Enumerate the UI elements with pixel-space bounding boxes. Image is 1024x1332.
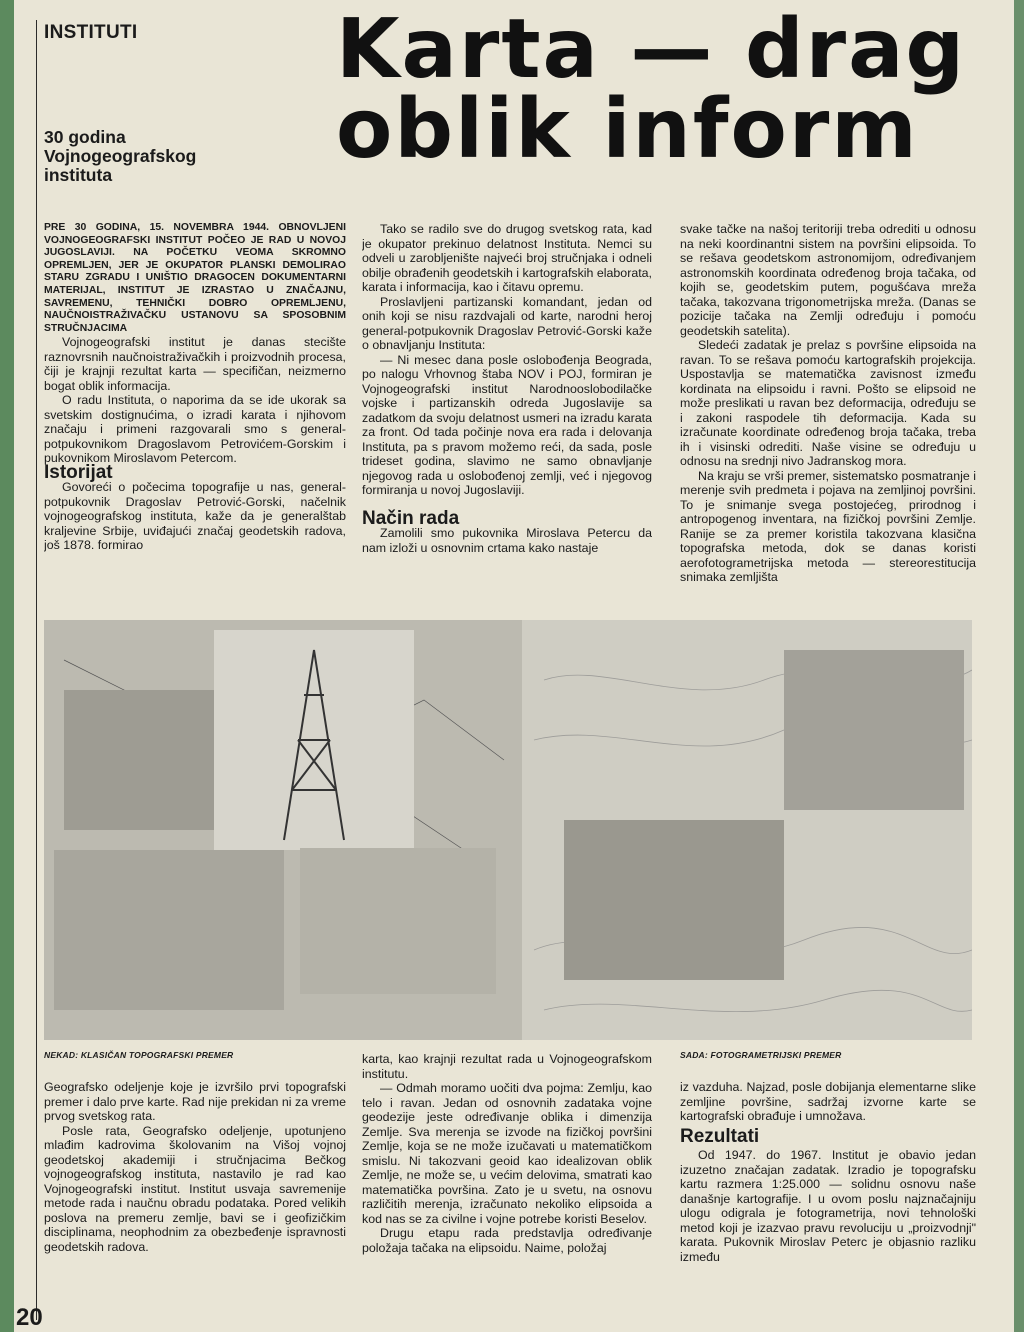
paragraph: Geografsko odeljenje koje je izvršilo prvi topografski premer i dalo prve karte. Rad nije prekidan ni za vreme prvog svetskog rata. bbox=[44, 1080, 346, 1123]
paragraph: Proslavljeni partizanski komandant, jedan od onih koji se nisu razdvajali od karte, narodni heroj general-potpukovnik Dragoslav Petrović-Gorski kaže o obnavljanju Instituta: bbox=[362, 294, 652, 352]
paragraph: Zamolili smo pukovnika Miroslava Petercu da nam izloži u osnovnim crtama kako nastaje bbox=[362, 526, 652, 555]
photo-stereo-plotter bbox=[564, 820, 784, 980]
photo-photogrammetry-lab bbox=[784, 650, 964, 810]
paragraph: Tako se radilo sve do drugog svetskog rata, kad je okupator prekinuo delatnost Instituta. Nemci su odveli u zarobljenište najveći broj stručnjaka i odneli obilje obrađenih geodetskih i kartografskih elaborata, karata i informacija, kao i čitavu opremu. bbox=[362, 222, 652, 294]
page-number: 20 bbox=[16, 1304, 43, 1331]
photo-collage bbox=[44, 620, 972, 1040]
caption-left: NEKAD: KLASIČAN TOPOGRAFSKI PREMER bbox=[44, 1050, 234, 1060]
subheading-istorijat: Istorijat bbox=[44, 461, 113, 483]
photo-illustration bbox=[44, 620, 972, 1040]
headline-line-1: Karta — drag bbox=[336, 10, 967, 97]
section-rule bbox=[36, 20, 37, 1320]
paragraph: Govoreći o počecima topografije u nas, general-potpukovnik Dragoslav Petrović-Gorski, načelnik vojnogeografskog instituta, kaže da je generalštab kraljevine Srbije, uviđajući značaj geodetskih radova, još 1878. formirao bbox=[44, 480, 346, 553]
column-3 bbox=[680, 222, 976, 608]
bottom-column-2 bbox=[362, 1052, 652, 1320]
paragraph: — Ni mesec dana posle oslobođenja Beograda, po nalogu Vrhovnog štaba NOV i POJ, formiran je Vojnogeografski institut Narodnooslobodilačke vojske i partizanskih odreda Jugoslavije sa zadatkom da svoju delatnost usmeri na izradu karata za front. Od tada počinje nova era rada i delovanja Instituta, pa s pravom možemo reći, da sada, posle trideset godina, slavimo ne samo obnavljanje njegovog rada u oslobođenoj zemlji, već i njegovog formiranja u novoj Jugoslaviji. bbox=[362, 352, 652, 497]
paragraph: Vojnogeografski institut je danas stecište raznovrsnih naučnoistraživačkih i proizvodnih procesa, čiji je krajnji rezultat karta — specifičan, neizmerno bogat oblik informacija. bbox=[44, 335, 346, 393]
headline-line-2: oblik inform bbox=[336, 82, 919, 177]
paragraph: Na kraju se vrši premer, sistematsko posmatranje i merenje svih predmeta i pojava na zemljinoj površini. To je snimanje svega postojećeg, prirodnog i antropogenog inventara, na fizičkoj površini Zemlje. Ranije se za premer koristila takozvana klasična topografska metoda, dok se danas koristi aerofotogrametrijska metoda — stereorestitucija snimaka zemljišta bbox=[680, 468, 976, 584]
page-edge-left bbox=[0, 0, 14, 1332]
bottom-column-3 bbox=[680, 1080, 976, 1320]
lead-paragraph: PRE 30 GODINA, 15. NOVEMBRA 1944. OBNOVLJENI VOJNOGEOGRAFSKI INSTITUT POČEO JE RAD U NOVOJ JUGOSLAVIJI. NA POČETKU VEOMA SKROMNO OPREMLJEN, JER JE OKUPATOR PLANSKI DEMOLIRAO STARU ZGRADU I UNIŠTIO DRAGOCEN DOKUMENTARNI MATERIJAL, INSTITUT JE IZRASTAO U ZNAČAJNU, SAVREMENU, TEHNIČKI DOBRO OPREMLJENU, NAUČNOISTRAŽIVAČKU USTANOVU SA SPOSOBNIM STRUČNJACIMA bbox=[44, 222, 346, 334]
kicker bbox=[44, 128, 244, 185]
kicker-line-3: instituta bbox=[44, 165, 113, 185]
kicker-line-2: Vojnogeografskog bbox=[44, 146, 197, 166]
column-2 bbox=[362, 222, 652, 608]
caption-right: SADA: FOTOGRAMETRIJSKI PREMER bbox=[680, 1050, 842, 1060]
paragraph: Od 1947. do 1967. Institut je obavio jedan izuzetno značajan zadatak. Izradio je topografsku kartu razmera 1:25.000 — solidnu osnovu naše današnje kartografije. I u ovom poslu najznačajniju ulogu odigrala je fotogrametrija, novi tehnološki metod koji je izazvao pravu revoluciju u „proizvodnji" karata. Pukovnik Miroslav Peterc je objasnio razliku između bbox=[680, 1148, 976, 1264]
photo-theodolite bbox=[300, 848, 496, 994]
subheading-rezultati: Rezultati bbox=[680, 1125, 760, 1147]
kicker-line-1: 30 godina bbox=[44, 127, 126, 147]
page-edge-right bbox=[1014, 0, 1024, 1332]
subheading-nacin-rada: Način rada bbox=[362, 507, 460, 529]
paragraph: Sledeći zadatak je prelaz s površine elipsoida na ravan. To se rešava pomoću kartografskih projekcija. Uspostavlja se matematička zavisnost između kordinata na elipsoidu i ravni. Pošto se elipsoid ne može preslikati u ravan bez deformacija, određuju se i zakoni raspodele tih deformacija. Kada su izračunate koordinate određenog broja tačaka, treba ih i visinski odrediti. Naše visine se određuju u odnosu na srednji nivo Jadranskog mora. bbox=[680, 338, 976, 468]
paragraph: svake tačke na našoj teritoriji treba odrediti u odnosu na neki koordinantni sistem na površini elipsoida. To se rešava geodetskom astronomijom, određivanjem astronomskih koordinata određenog broja tačaka, od kojih se, geodetskim putem, pogušćava mreža tačaka, takozvana trigonometrijska mreža. (Danas se pozicije tačaka na Zemlji određuju i pomoću geodetskih satelita). bbox=[680, 222, 976, 338]
photo-field-team bbox=[54, 850, 284, 1010]
paragraph: — Odmah moramo uočiti dva pojma: Zemlju, kao telo i ravan. Jedan od osnovnih zadataka vojne geodezije jeste određivanje oblika i dimenzija Zemlje. Sva merenja se izvode na fizičkoj površini Zemlje, koja se ne može izučavati u matematičkom smislu. Ni takozvani geoid kao idealizovan oblik Zemlje, ne može se, u većim delovima, smatrati kao matematička površina. Zato je u svetu, na osnovu različitih merenja, izračunato nekoliko elipsoida a kod nas se za civilne i vojne potrebe koristi Beselov. bbox=[362, 1081, 652, 1226]
bottom-column-1 bbox=[44, 1080, 346, 1320]
paragraph: Drugu etapu rada predstavlja određivanje položaja tačaka na elipsoidu. Naime, položaj bbox=[362, 1226, 652, 1255]
section-label: INSTITUTI bbox=[44, 22, 138, 43]
headline bbox=[336, 10, 1016, 180]
paragraph: karta, kao krajnji rezultat rada u Vojnogeografskom institutu. bbox=[362, 1052, 652, 1081]
paragraph: iz vazduha. Najzad, posle dobijanja elementarne slike zemljine površine, sadržaj izvorne karte se kartografski obrađuje i umnožava. bbox=[680, 1080, 976, 1123]
paragraph: Posle rata, Geografsko odeljenje, upotunjeno mlađim kadrovima školovanim na Višoj vojnoj geodetskoj akademiji i stručnjacima Bečkog vojnogeografskog instituta, nastavilo je rad kao Vojnogeografski institut. Institut usvaja savremenije metode rada i naučnu obradu podataka. Pored velikih poslova na premeru zemlje, bavi se i geofizičkim disciplinama, neophodnim za obezbeđenje ispravnosti geodetskih radova. bbox=[44, 1123, 346, 1254]
column-1 bbox=[44, 222, 346, 608]
paragraph: O radu Instituta, o naporima da se ide ukorak sa svetskim dostignućima, o izradi karata i njihovom značaju i primeni razgovarali smo s general-potpukovnikom Dragoslavom Petrovićem-Gorskim i pukovnikom Miroslavom Petercom. bbox=[44, 393, 346, 466]
